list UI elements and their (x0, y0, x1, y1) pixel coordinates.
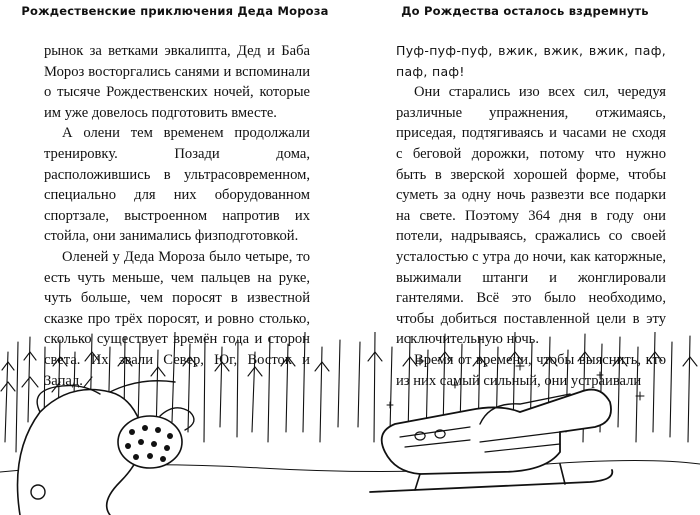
left-paragraph-3: Оленей у Деда Мороза было четыре, то есть чуть меньше, чем пальцев на руке, чуть больше, чем поросят в известной сказке про трёх поросят, и ровно столько, сколько существует времён года и сторон света. Их звали Север, Юг, Восток и Запад. (44, 248, 310, 389)
left-paragraph-1: рынок за ветками эвкалипта, Дед и Баба Мороз восторгались санями и вспоминали о тысяче Рождественских ночей, которые им уже довелось подготовить вместе. (44, 43, 310, 121)
right-paragraph-2: Время от времени, чтобы выяснить, кто из них самый сильный, они устраивали (396, 351, 666, 389)
santa-sleigh-forest-illustration (0, 332, 700, 515)
sound-effects-line: Пуф-пуф-пуф, вжик, вжик, вжик, паф, паф, паф! (396, 43, 666, 79)
left-paragraph-2: А олени тем временем продолжали тренировку. Позади дома, расположившись в ультрасовременном, специально для них оборудованном спортзале, выстроенном напротив их стойла, они занимались физподготовкой. (44, 125, 310, 245)
forest-drawing (0, 332, 700, 515)
left-running-head: Рождественские приключения Деда Мороза (21, 4, 329, 18)
right-running-head: До Рождества осталось вздремнуть (401, 4, 649, 18)
right-paragraph-1: Они старались изо всех сил, чередуя различные упражнения, отжимаясь, приседая, подтягиваясь и часами не сходя с беговой дорожки, потому что нужно быть в зверской хорошей форме, чтобы суметь за одну ночь развезти все подарки на свете. Поэтому 364 дня в году они потели, надрываясь, сражались со своей усталостью с утра до ночи, как каторжные, выжимали штанги и жонглировали гантелями. Всё это было необходимо, чтобы добиться поставленной цели в эту исключительную ночь. (396, 84, 666, 348)
